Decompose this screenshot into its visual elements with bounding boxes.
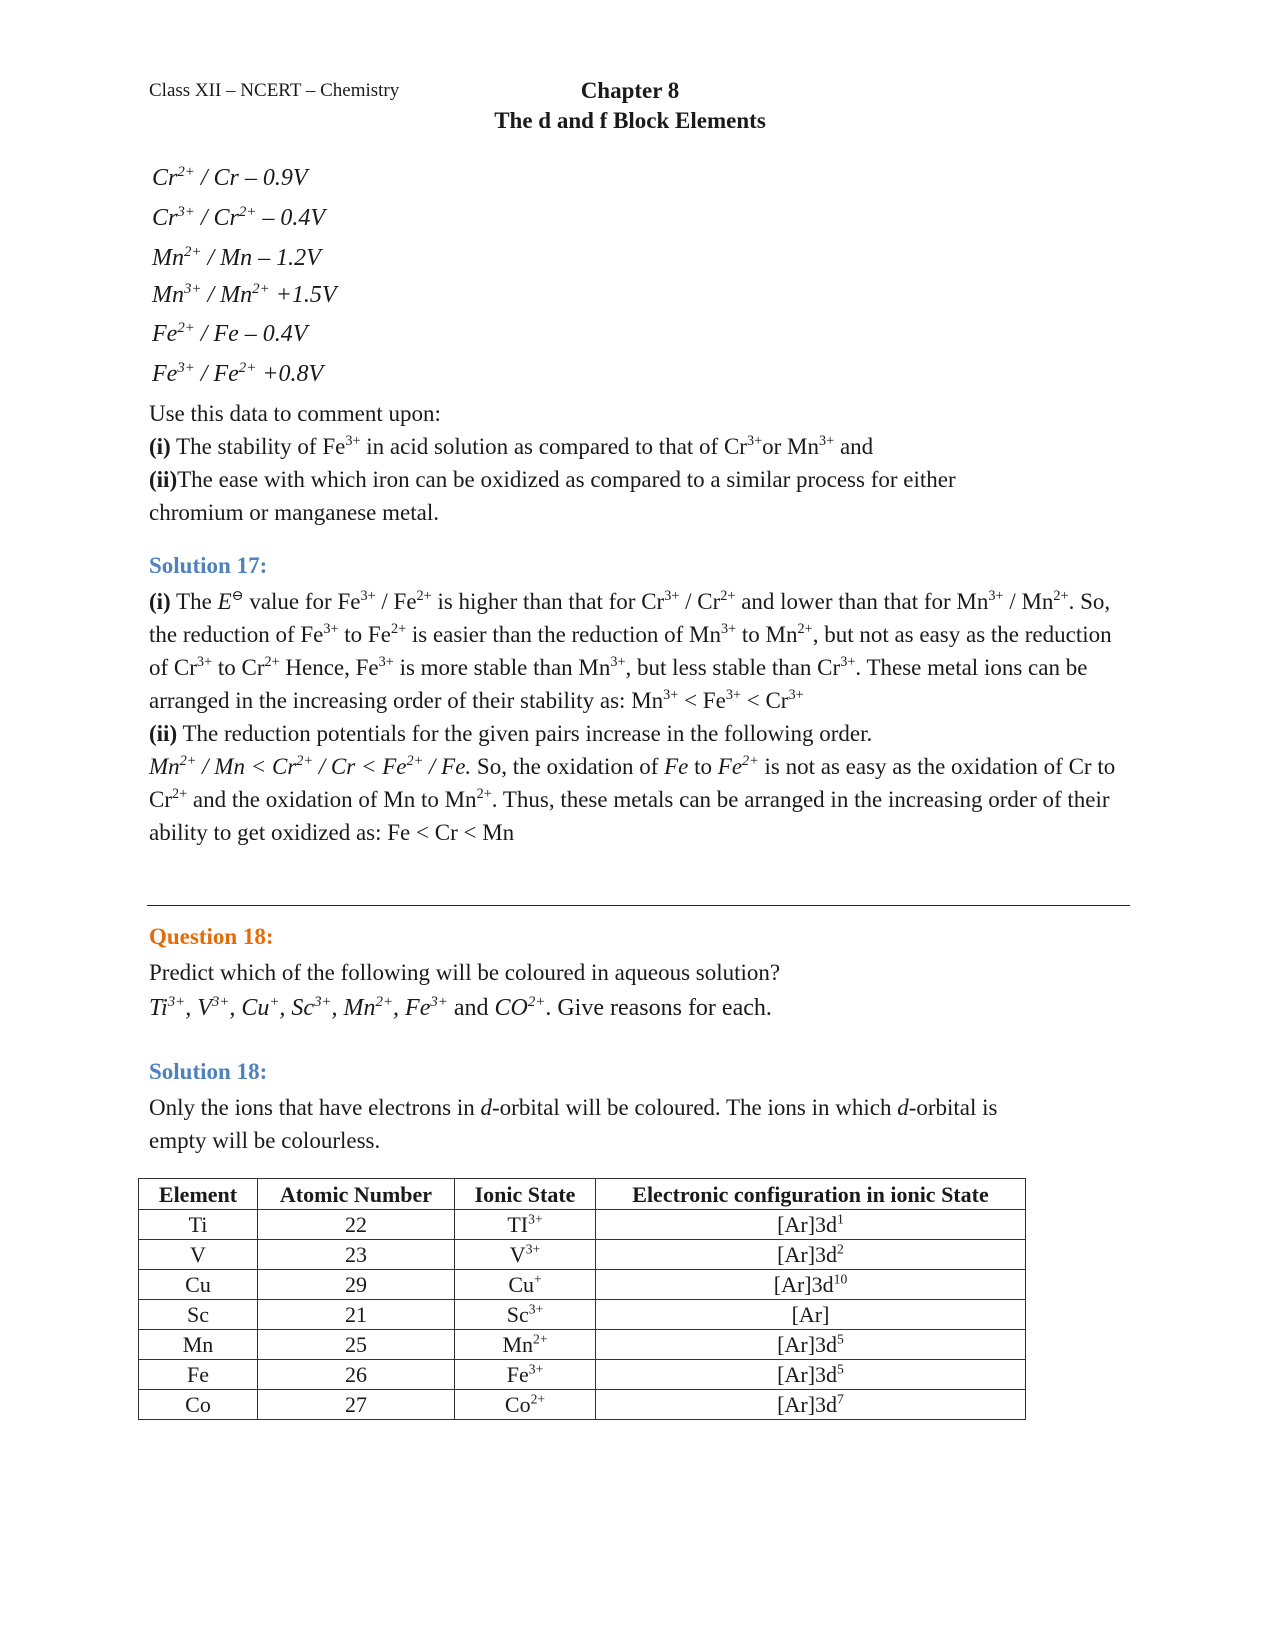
table-row: Fe 26 $Fe^{3+}$ $[Ar]3d^5$	[139, 1360, 1026, 1390]
table-row: Co 27 $Co^{2+}$ $[Ar]3d^7$	[139, 1390, 1026, 1420]
sol17-part-ii-cont: $Mn^{2+} / Mn < Cr^{2+} / Cr < Fe^{2+} / Fe$. So, the oxidation of Fe to $Fe^{2+}$ is not as easy as the oxidation of Cr to $Cr^{2+}$ and the oxidation of Mn to $Mn^{2+}$. Thus, these metals can be arranged in the increasing order of their ability to get oxidized as: Fe < Cr < Mn	[149, 753, 1116, 845]
potential-row: $Cr^{2+}$ / Cr – 0.9V	[152, 163, 308, 191]
chapter-title: The d and f Block Elements	[494, 108, 766, 133]
table-row: V 23 $V^{3+}$ $[Ar]3d^2$	[139, 1240, 1026, 1270]
potential-row: $Mn^{3+} / Mn^{2+} +1.5V$	[152, 280, 337, 308]
ions-table	[138, 1178, 1026, 1420]
q17-part-i: (i) The stability of $Fe^{3+}$ in acid solution as compared to that of $Cr^{3+}or$ $Mn^{3+}$ and	[149, 433, 874, 459]
question-18-line1: Predict which of the following will be coloured in aqueous solution?	[149, 960, 781, 985]
col-header-element: Element	[139, 1179, 258, 1210]
col-header-atomic-number: Atomic Number	[258, 1179, 455, 1210]
table-row: Ti 22 $TI^{3+}$ $[Ar]3d^1$	[139, 1210, 1026, 1240]
table-row: Cu 29 Cu+ $[Ar]3d^{10}$	[139, 1270, 1026, 1300]
solution-18-heading: Solution 18:	[149, 1059, 268, 1084]
table-row: Mn 25 $Mn^{2+}$ $[Ar]3d^5$	[139, 1330, 1026, 1360]
q17-intro: Use this data to comment upon:	[149, 401, 441, 426]
table-row: Sc 21 $Sc^{3+}$ [Ar]	[139, 1300, 1026, 1330]
chapter-number: Chapter 8	[580, 78, 680, 103]
potential-row: $Mn^{2+}$ / Mn – 1.2V	[152, 243, 321, 271]
potential-row: $Fe^{3+} / Fe^{2+} +0.8V$	[152, 359, 324, 387]
col-header-ionic-state: Ionic State	[455, 1179, 596, 1210]
solution-17-body	[149, 585, 1134, 849]
col-header-configuration: Electronic configuration in ionic State	[596, 1179, 1026, 1210]
question-18-heading: Question 18:	[149, 924, 274, 949]
header-chapter-block	[430, 76, 830, 136]
table-header-row	[139, 1179, 1026, 1210]
sol17-part-ii: (ii) The reduction potentials for the given pairs increase in the following order.	[149, 721, 873, 746]
question-17-tail	[149, 397, 1049, 529]
solution-17-heading: Solution 17:	[149, 553, 268, 578]
question-18-line2: $Ti^{3+}$, $V^{3+}$, Cu+, $Sc^{3+}$, $Mn^{2+}$, $Fe^{3+}$ and $CO^{2+}$. Give reasons for each.	[149, 993, 772, 1021]
section-divider	[147, 905, 1130, 906]
solution-18-body: Only the ions that have electrons in d-orbital will be coloured. The ions in which d-orbital is empty will be colourless.	[149, 1095, 998, 1153]
header-left: Class XII – NCERT – Chemistry	[149, 80, 400, 101]
sol17-part-i: (i) The E⊖ value for $Fe^{3+} / Fe^{2+}$ is higher than that for $Cr^{3+} / Cr^{2+}$ and lower than that for $Mn^{3+} / Mn^{2+}$. So, the reduction of $Fe^{3+}$ to $Fe^{2+}$ is easier than the reduction of $Mn^{3+}$ to $Mn^{2+}$, but not as easy as the reduction of $Cr^{3+}$ to $Cr^{2+}$ Hence, $Fe^{3+}$ is more stable than $Mn^{3+}$, but less stable than $Cr^{3+}$. These metal ions can be arranged in the increasing order of their stability as: $Mn^{3+} < Fe^{3+} < Cr^{3+}$	[149, 588, 1112, 713]
potential-row: $Fe^{2+}$ / Fe – 0.4V	[152, 319, 308, 347]
potential-row: $Cr^{3+} / Cr^{2+} - 0.4V$	[152, 203, 326, 231]
q17-part-ii: (ii)The ease with which iron can be oxidized as compared to a similar process for either chromium or manganese metal.	[149, 467, 956, 525]
